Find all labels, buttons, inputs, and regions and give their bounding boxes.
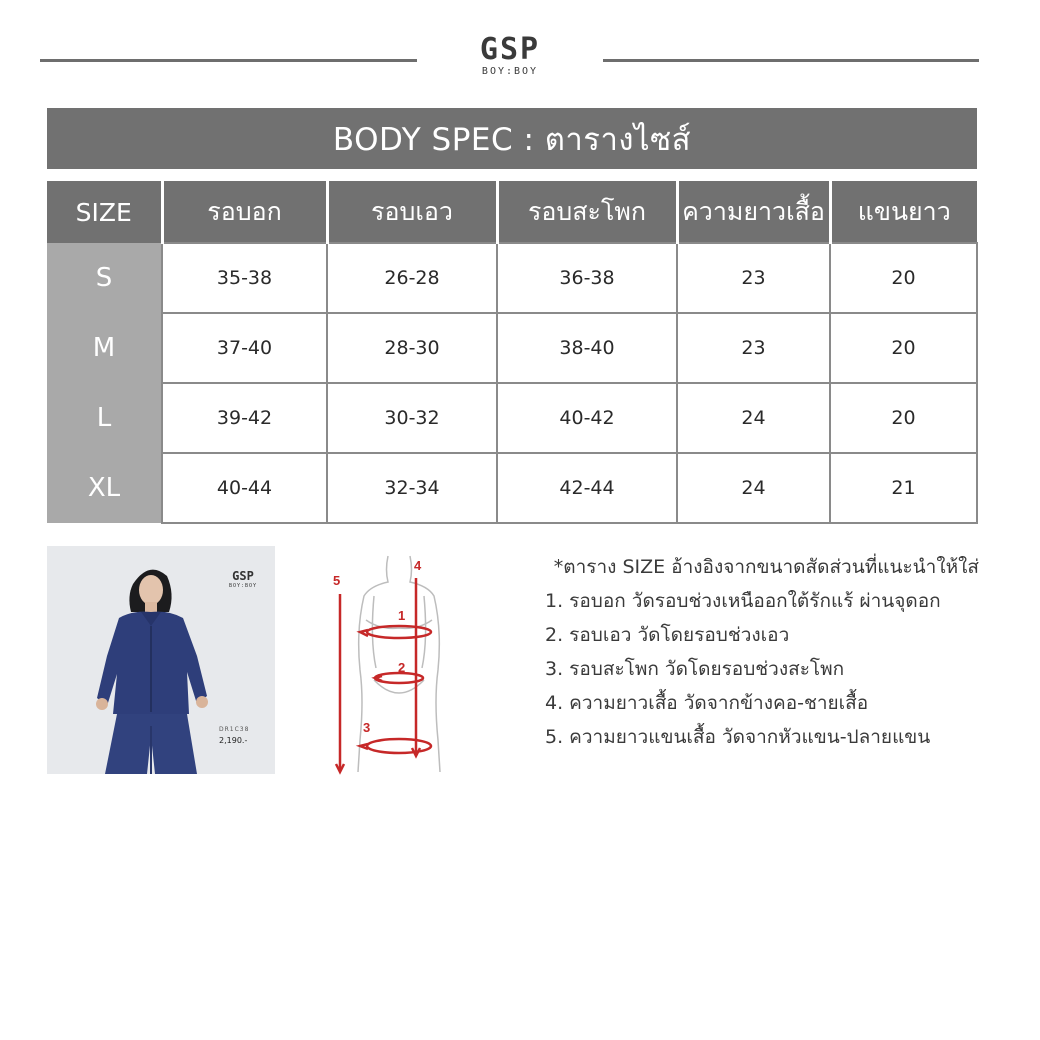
diagram-label-4: 4: [414, 558, 422, 573]
model-photo: [47, 546, 275, 774]
note-item-length: 4. ความยาวเสื้อ วัดจากข้างคอ-ชายเสื้อ: [545, 692, 869, 714]
waist-cell: 30-32: [327, 383, 497, 453]
chest-cell: 39-42: [162, 383, 327, 453]
waist-cell: 32-34: [327, 453, 497, 523]
photo-brand-logo: [223, 570, 263, 589]
waist-cell: 26-28: [327, 243, 497, 313]
hip-cell: 40-42: [497, 383, 677, 453]
photo-brand-sub: BOY:BOY: [228, 583, 258, 589]
diagram-label-3: 3: [363, 720, 371, 735]
diagram-label-5: 5: [333, 573, 341, 588]
hip-cell: 36-38: [497, 243, 677, 313]
size-label: S: [47, 243, 162, 313]
header-rule-right: [603, 59, 979, 62]
note-item-chest: 1. รอบอก วัดรอบช่วงเหนืออกใต้รักแร้ ผ่านจุดอก: [545, 590, 941, 612]
column-header-sleeve: แขนยาว: [830, 181, 977, 243]
length-cell: 24: [677, 383, 830, 453]
table-header-row: [47, 181, 977, 243]
table-row: [47, 383, 977, 453]
length-cell: 23: [677, 243, 830, 313]
sleeve-cell: 20: [830, 243, 977, 313]
diagram-label-2: 2: [398, 660, 406, 675]
note-item-hip: 3. รอบสะโพก วัดโดยรอบช่วงสะโพก: [545, 658, 845, 680]
table-row: [47, 453, 977, 523]
chest-cell: 37-40: [162, 313, 327, 383]
brand-logo: [440, 34, 580, 78]
column-header-waist: รอบเอว: [327, 181, 497, 243]
notes-heading: *ตาราง SIZE อ้างอิงจากขนาดสัดส่วนที่แนะนำให้ใส่: [553, 556, 979, 578]
waist-cell: 28-30: [327, 313, 497, 383]
sleeve-cell: 21: [830, 453, 977, 523]
table-row: [47, 313, 977, 383]
length-cell: 23: [677, 313, 830, 383]
product-code: DR1C38: [219, 726, 250, 733]
size-label: M: [47, 313, 162, 383]
size-label: L: [47, 383, 162, 453]
brand-logo-sub: BOY:BOY: [481, 66, 539, 77]
size-table: [47, 181, 978, 524]
hip-cell: 38-40: [497, 313, 677, 383]
measurement-notes: [545, 550, 985, 754]
sleeve-cell: 20: [830, 383, 977, 453]
column-header-length: ความยาวเสื้อ: [677, 181, 830, 243]
note-item-waist: 2. รอบเอว วัดโดยรอบช่วงเอว: [545, 624, 790, 646]
sleeve-cell: 20: [830, 313, 977, 383]
column-header-size: SIZE: [47, 181, 162, 243]
measurement-diagram: [330, 550, 460, 780]
brand-logo-mark: GSP: [479, 32, 541, 67]
header-rule-left: [40, 59, 417, 62]
product-price: 2,190.-: [219, 736, 248, 745]
photo-brand-mark: GSP: [232, 569, 254, 583]
chest-cell: 40-44: [162, 453, 327, 523]
note-item-sleeve: 5. ความยาวแขนเสื้อ วัดจากหัวแขน-ปลายแขน: [545, 726, 931, 748]
page-title: BODY SPEC : ตารางไซส์: [47, 108, 977, 169]
size-label: XL: [47, 453, 162, 523]
diagram-label-1: 1: [398, 608, 406, 623]
hip-cell: 42-44: [497, 453, 677, 523]
measure-marks: [336, 578, 431, 772]
column-header-chest: รอบอก: [162, 181, 327, 243]
chest-cell: 35-38: [162, 243, 327, 313]
length-cell: 24: [677, 453, 830, 523]
column-header-hip: รอบสะโพก: [497, 181, 677, 243]
table-row: [47, 243, 977, 313]
